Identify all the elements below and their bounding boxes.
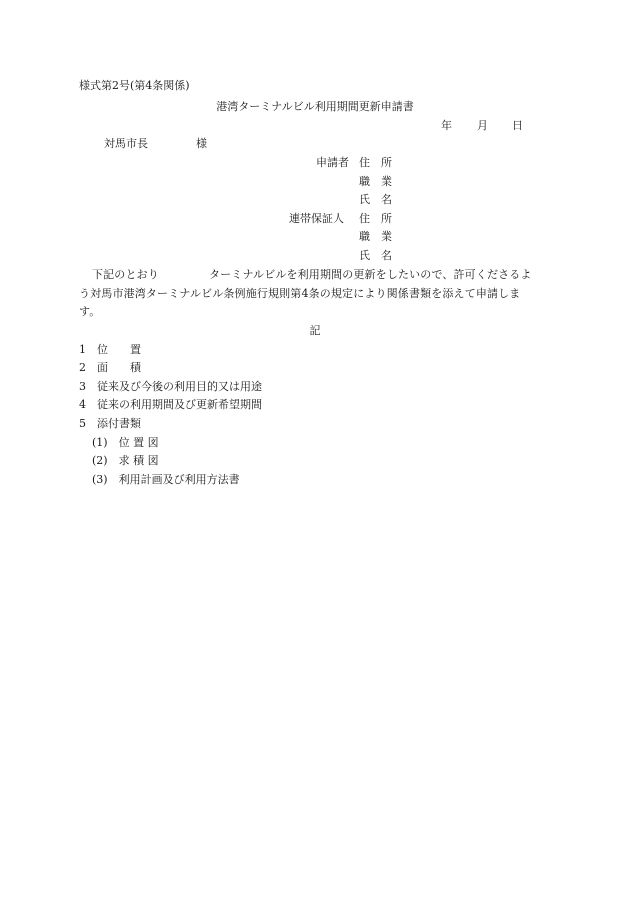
applicant-name-label: 氏 名 <box>359 193 392 206</box>
addressee-name: 対馬市長 <box>104 137 148 150</box>
body-line-1-start: 下記のとおり <box>92 268 159 281</box>
applicant-occupation-label: 職 業 <box>359 175 392 188</box>
guarantor-name-label: 氏 名 <box>359 249 392 262</box>
item-area: 2 面 積 <box>79 361 141 374</box>
attachment-location-map: (1) 位 置 図 <box>92 436 159 449</box>
body-line-1-end: ターミナルビルを利用期間の更新をしたいので、許可くださるよ <box>209 268 532 281</box>
item-attachments: 5 添付書類 <box>79 417 141 430</box>
date-day: 日 <box>512 119 523 132</box>
body-line-3: す。 <box>79 305 101 318</box>
item-location: 1 位 置 <box>79 343 141 356</box>
attachment-usage-plan: (3) 利用計画及び利用方法書 <box>92 473 240 486</box>
item-purpose: 3 従来及び今後の利用目的又は用途 <box>79 380 262 393</box>
guarantor-role: 連帯保証人 <box>289 212 344 225</box>
date-year: 年 <box>441 119 452 132</box>
applicant-address-label: 住 所 <box>359 156 392 169</box>
guarantor-occupation-label: 職 業 <box>359 230 392 243</box>
item-period: 4 従来の利用期間及び更新希望期間 <box>79 398 262 411</box>
form-number: 様式第2号(第4条関係) <box>79 79 190 92</box>
attachment-area-map: (2) 求 積 図 <box>92 454 159 467</box>
applicant-role: 申請者 <box>316 156 349 169</box>
addressee-honorific: 様 <box>196 137 207 150</box>
guarantor-address-label: 住 所 <box>359 212 392 225</box>
body-line-2: う対馬市港湾ターミナルビル条例施行規則第4条の規定により関係書類を添えて申請しま <box>79 287 521 300</box>
record-heading: 記 <box>309 324 321 337</box>
date-month: 月 <box>477 119 488 132</box>
document-title: 港湾ターミナルビル利用期間更新申請書 <box>216 100 414 113</box>
